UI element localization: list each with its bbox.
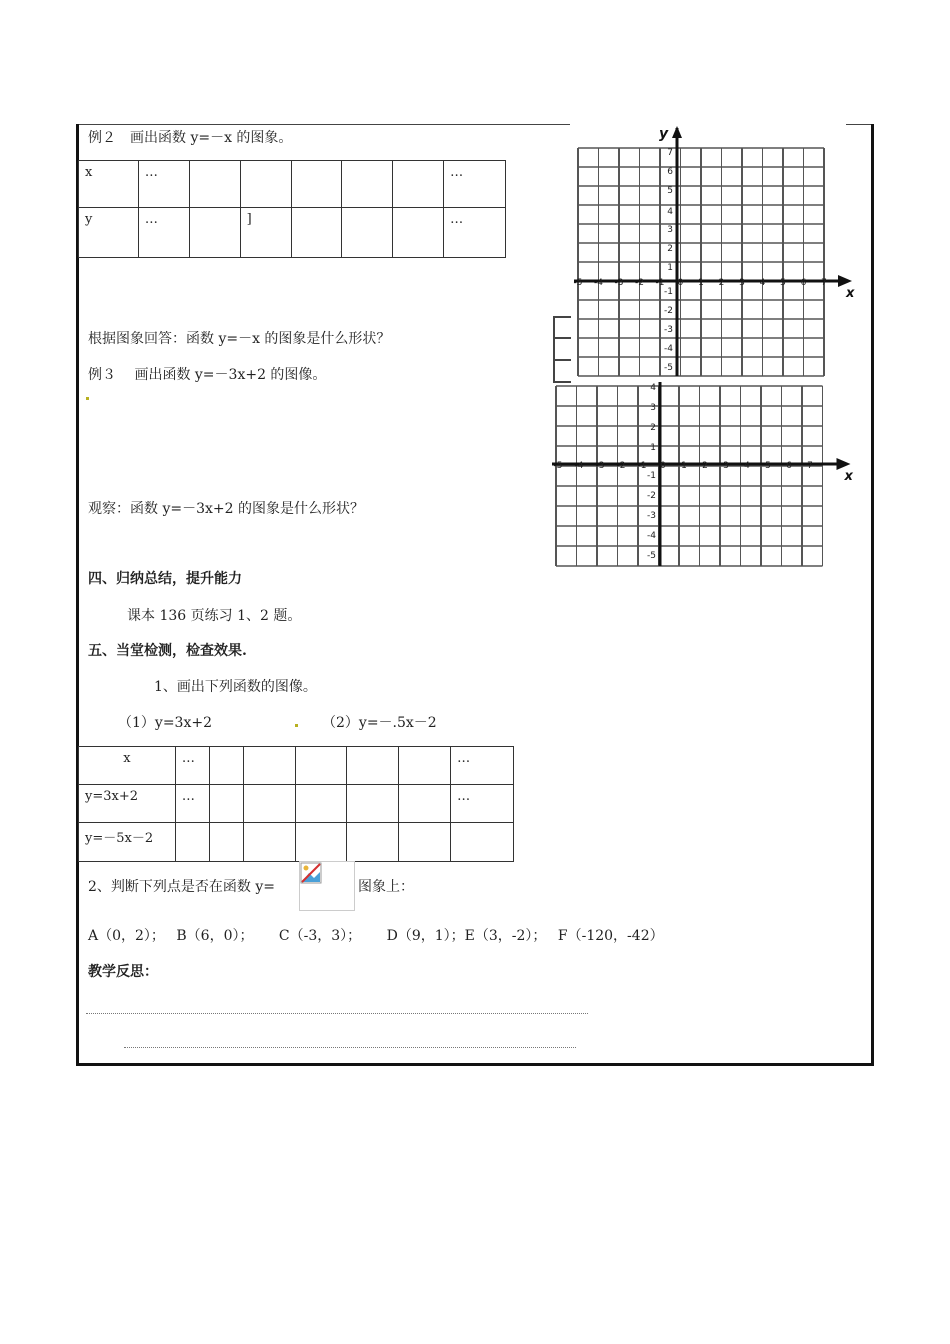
x-tick-label: -2 — [616, 461, 626, 471]
table-cell — [393, 161, 444, 208]
ellipsis: … — [138, 208, 189, 258]
ellipsis: … — [175, 747, 209, 785]
x-tick-label: 1 — [681, 461, 687, 471]
y-tick-label: 2 — [650, 423, 656, 433]
section5-question1: 1、画出下列函数的图像。 — [154, 679, 317, 695]
table-cell — [393, 208, 444, 258]
y-tick-label: -5 — [647, 551, 656, 561]
example3-title: 例３ 画出函数 y=－3x+2 的图像。 — [88, 367, 327, 383]
x-tick-label: 7 — [821, 278, 827, 288]
y-tick-label: -4 — [664, 344, 673, 354]
table-cell — [342, 161, 393, 208]
y-tick-label: 6 — [667, 167, 673, 177]
stray-mark — [86, 397, 89, 400]
exercise-table — [78, 746, 514, 862]
x-tick-label: 0 — [677, 278, 684, 288]
y-tick-label: -2 — [647, 491, 656, 501]
example2-table — [78, 160, 506, 258]
x-tick-label: 3 — [723, 461, 729, 471]
ellipsis: … — [175, 785, 209, 823]
x-tick-label: 6 — [800, 278, 807, 288]
x-tick-label: -1 — [637, 461, 647, 471]
x-tick-label: -4 — [574, 461, 584, 471]
y-tick-label: 1 — [667, 263, 673, 273]
x-tick-label: 7 — [807, 461, 813, 471]
function-1: （1）y=3x+2 — [118, 715, 212, 731]
x-tick-label: 4 — [744, 461, 750, 471]
y-tick-label: 3 — [667, 225, 673, 235]
x-axis-label: x — [844, 469, 853, 484]
table-cell — [347, 785, 399, 823]
function-2: （2）y=－.5x－2 — [322, 715, 437, 731]
y-tick-label: 7 — [667, 148, 673, 158]
table-header-y: y — [79, 208, 139, 258]
table-cell — [295, 785, 347, 823]
x-tick-label: 2 — [702, 461, 708, 471]
y-tick-label: -2 — [664, 306, 673, 316]
ellipsis: … — [451, 747, 514, 785]
coordinate-grid-2 — [552, 382, 852, 570]
x-tick-label: 3 — [739, 278, 745, 288]
x-tick-label: 1 — [698, 278, 704, 288]
y-axis-arrow — [672, 126, 682, 138]
example2-question: 根据图象回答：函数 y=－x 的图象是什么形状？ — [88, 331, 391, 347]
y-tick-label: 3 — [650, 403, 656, 413]
y-tick-label: 4 — [650, 383, 656, 393]
x-tick-label: 0 — [660, 461, 666, 471]
table-cell — [295, 823, 347, 862]
table-cell — [347, 747, 399, 785]
section4-body: 课本 136 页练习 1、2 题。 — [127, 608, 302, 624]
ellipsis: … — [444, 161, 506, 208]
y-tick-label: 2 — [667, 244, 673, 254]
x-axis-label: x — [846, 286, 855, 301]
table-cell — [342, 208, 393, 258]
table-cell — [399, 747, 451, 785]
x-tick-label: -3 — [595, 461, 605, 471]
bracket-mark: ] — [240, 208, 291, 258]
y-tick-label: -3 — [647, 511, 656, 521]
table-cell — [243, 785, 295, 823]
broken-image-icon — [299, 861, 355, 911]
x-tick-label: 6 — [786, 461, 792, 471]
coordinate-grid-1 — [570, 124, 855, 382]
table-cell — [243, 747, 295, 785]
table-cell — [291, 161, 342, 208]
point-list: A（0，2）； B（6，0）； C（-3，3）； D（9，1）；E（3，-2）； F（-120，-42） — [88, 928, 664, 944]
y-tick-label: 5 — [667, 186, 673, 196]
y-tick-label: 1 — [650, 443, 656, 453]
section5-heading: 五、当堂检测，检查效果. — [88, 643, 247, 659]
ellipsis: … — [451, 785, 514, 823]
y-tick-label: -1 — [664, 287, 673, 297]
x-tick-label: -3 — [614, 278, 624, 288]
y-tick-label: -3 — [664, 325, 673, 335]
y-tick-label: -5 — [664, 363, 673, 373]
y-tick-label: -4 — [647, 531, 656, 541]
example3-observe: 观察：函数 y=－3x+2 的图象是什么形状？ — [88, 501, 364, 517]
table-cell — [291, 208, 342, 258]
table-cell — [451, 823, 514, 862]
reflection-heading: 教学反思： — [88, 964, 158, 980]
table-header-x: x — [79, 161, 139, 208]
table-cell — [243, 823, 295, 862]
table-cell — [209, 785, 243, 823]
table-cell — [189, 208, 240, 258]
section5-question2-suffix: 图象上： — [358, 879, 414, 895]
x-tick-label: -1 — [655, 278, 665, 288]
table-cell — [175, 823, 209, 862]
y-tick-label: 4 — [667, 207, 673, 217]
table-cell — [189, 161, 240, 208]
stray-mark — [295, 724, 298, 727]
table-cell — [399, 785, 451, 823]
x-tick-label: 5 — [780, 278, 786, 288]
x-tick-label: -5 — [573, 278, 583, 288]
bracket-marks — [553, 316, 573, 384]
table-cell — [347, 823, 399, 862]
table-cell — [399, 823, 451, 862]
table-cell — [209, 823, 243, 862]
writing-line — [86, 1013, 588, 1014]
x-tick-label: -4 — [594, 278, 603, 288]
table-cell — [209, 747, 243, 785]
section4-heading: 四、归纳总结，提升能力 — [88, 571, 242, 587]
y-tick-label: -1 — [647, 471, 656, 481]
table-row-label-2: y=－5x－2 — [79, 823, 176, 862]
x-tick-label: -2 — [635, 278, 644, 288]
section5-question2-prefix: 2、判断下列点是否在函数 y= — [88, 879, 275, 895]
x-tick-label: -5 — [553, 461, 563, 471]
x-tick-label: 4 — [759, 278, 766, 288]
ellipsis: … — [138, 161, 189, 208]
x-tick-label: 2 — [718, 278, 725, 288]
writing-line — [124, 1047, 576, 1048]
table-cell — [295, 747, 347, 785]
example2-title: 例２ 画出函数 y=－x 的图象。 — [88, 130, 293, 146]
table-header-x: x — [79, 747, 176, 785]
table-row-label-1: y=3x+2 — [79, 785, 176, 823]
table-cell — [240, 161, 291, 208]
ellipsis: … — [444, 208, 506, 258]
y-axis-label: y — [659, 126, 669, 142]
x-tick-label: 5 — [765, 461, 771, 471]
